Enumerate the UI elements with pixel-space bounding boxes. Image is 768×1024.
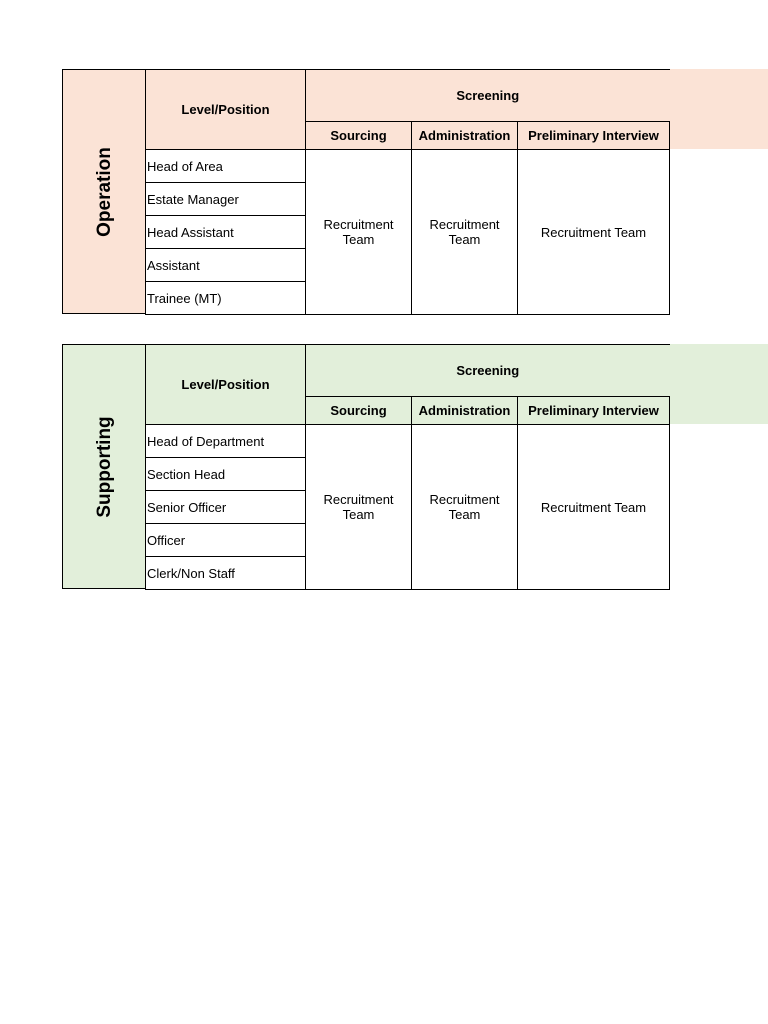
administration-header: Administration	[412, 122, 518, 150]
position-cell: Head Assistant	[146, 216, 306, 249]
administration-header: Administration	[412, 397, 518, 425]
screening-header: Screening	[306, 345, 670, 397]
position-cell: Estate Manager	[146, 183, 306, 216]
sourcing-assignment	[306, 425, 412, 590]
sourcing-assignment	[306, 150, 412, 315]
preliminary-interview-header: Preliminary Interview	[518, 122, 670, 150]
level-position-header: Level/Position	[146, 70, 306, 150]
assignment-line: Team	[342, 232, 375, 247]
screening-grid	[145, 344, 670, 590]
position-cell: Officer	[146, 524, 306, 557]
assignment-line: Team	[448, 507, 481, 522]
position-cell: Clerk/Non Staff	[146, 557, 306, 590]
administration-assignment	[412, 425, 518, 590]
preliminary-interview-assignment: Recruitment Team	[518, 150, 670, 315]
administration-assignment	[412, 150, 518, 315]
position-cell: Head of Area	[146, 150, 306, 183]
preliminary-interview-header: Preliminary Interview	[518, 397, 670, 425]
position-cell: Trainee (MT)	[146, 282, 306, 315]
position-cell: Assistant	[146, 249, 306, 282]
group-cell	[62, 69, 146, 314]
assignment-line: Team	[342, 507, 375, 522]
group-label: Operation	[94, 147, 115, 237]
preliminary-interview-assignment: Recruitment Team	[518, 425, 670, 590]
assignment-line: Recruitment	[323, 492, 394, 507]
sourcing-header: Sourcing	[306, 122, 412, 150]
position-cell: Section Head	[146, 458, 306, 491]
position-cell: Senior Officer	[146, 491, 306, 524]
assignment-line: Recruitment	[323, 217, 394, 232]
sourcing-header: Sourcing	[306, 397, 412, 425]
assignment-line: Recruitment	[429, 492, 500, 507]
assignment-line: Recruitment	[429, 217, 500, 232]
screening-header: Screening	[306, 70, 670, 122]
screening-grid	[145, 69, 670, 315]
group-label: Supporting	[94, 416, 115, 518]
position-cell: Head of Department	[146, 425, 306, 458]
assignment-line: Team	[448, 232, 481, 247]
level-position-header: Level/Position	[146, 345, 306, 425]
group-cell	[62, 344, 146, 589]
